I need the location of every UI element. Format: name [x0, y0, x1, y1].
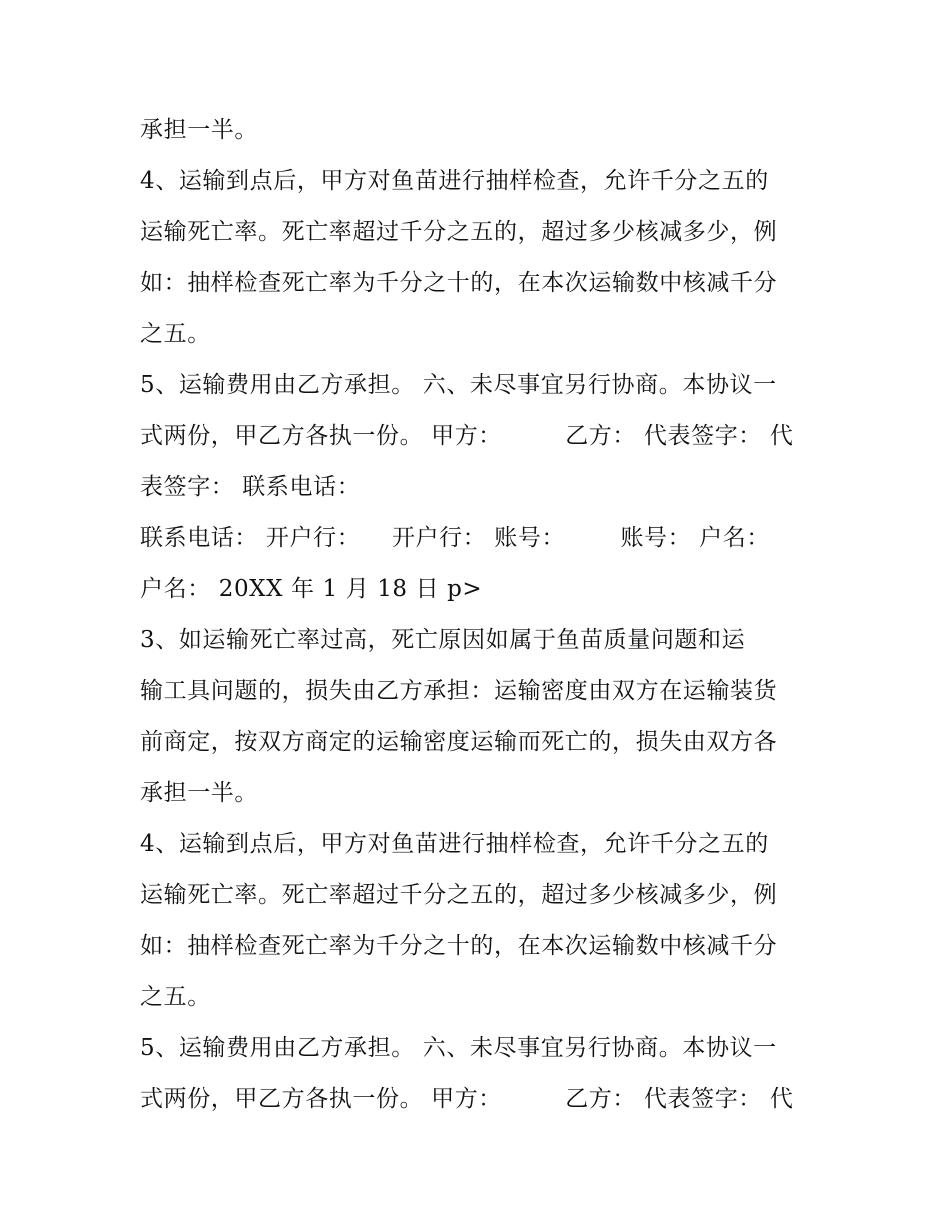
- text-line: 联系电话： 开户行： 开户行： 账号： 账号： 户名：: [140, 525, 770, 551]
- text-line: 前商定，按双方商定的运输密度运输而死亡的，损失由双方各: [140, 729, 778, 755]
- text-line: 表签字： 联系电话：: [140, 474, 361, 500]
- text-line: 式两份，甲乙方各执一份。 甲方： 乙方： 代表签字： 代: [140, 1086, 794, 1112]
- text-line: 户名： 20XX 年 1 月 18 日 p>: [140, 576, 483, 602]
- text-line: 输工具问题的，损失由乙方承担：运输密度由双方在运输装货: [140, 678, 778, 704]
- text-line: 之五。: [140, 321, 211, 347]
- text-line: 5、运输费用由乙方承担。 六、未尽事宜另行协商。本协议一: [140, 1035, 777, 1061]
- text-line: 承担一半。: [140, 780, 258, 806]
- text-line: 4、运输到点后，甲方对鱼苗进行抽样检查，允许千分之五的: [140, 168, 769, 194]
- text-line: 运输死亡率。死亡率超过千分之五的，超过多少核减多少，例: [140, 882, 778, 908]
- text-line: 之五。: [140, 984, 211, 1010]
- text-line: 式两份，甲乙方各执一份。 甲方： 乙方： 代表签字： 代: [140, 423, 794, 449]
- text-line: 承担一半。: [140, 117, 258, 143]
- text-line: 3、如运输死亡率过高，死亡原因如属于鱼苗质量问题和运: [140, 627, 746, 653]
- text-line: 运输死亡率。死亡率超过千分之五的，超过多少核减多少，例: [140, 219, 778, 245]
- text-line: 4、运输到点后，甲方对鱼苗进行抽样检查，允许千分之五的: [140, 831, 769, 857]
- text-line: 如：抽样检查死亡率为千分之十的，在本次运输数中核减千分: [140, 270, 778, 296]
- text-line: 5、运输费用由乙方承担。 六、未尽事宜另行协商。本协议一: [140, 372, 777, 398]
- text-line: 如：抽样检查死亡率为千分之十的，在本次运输数中核减千分: [140, 933, 778, 959]
